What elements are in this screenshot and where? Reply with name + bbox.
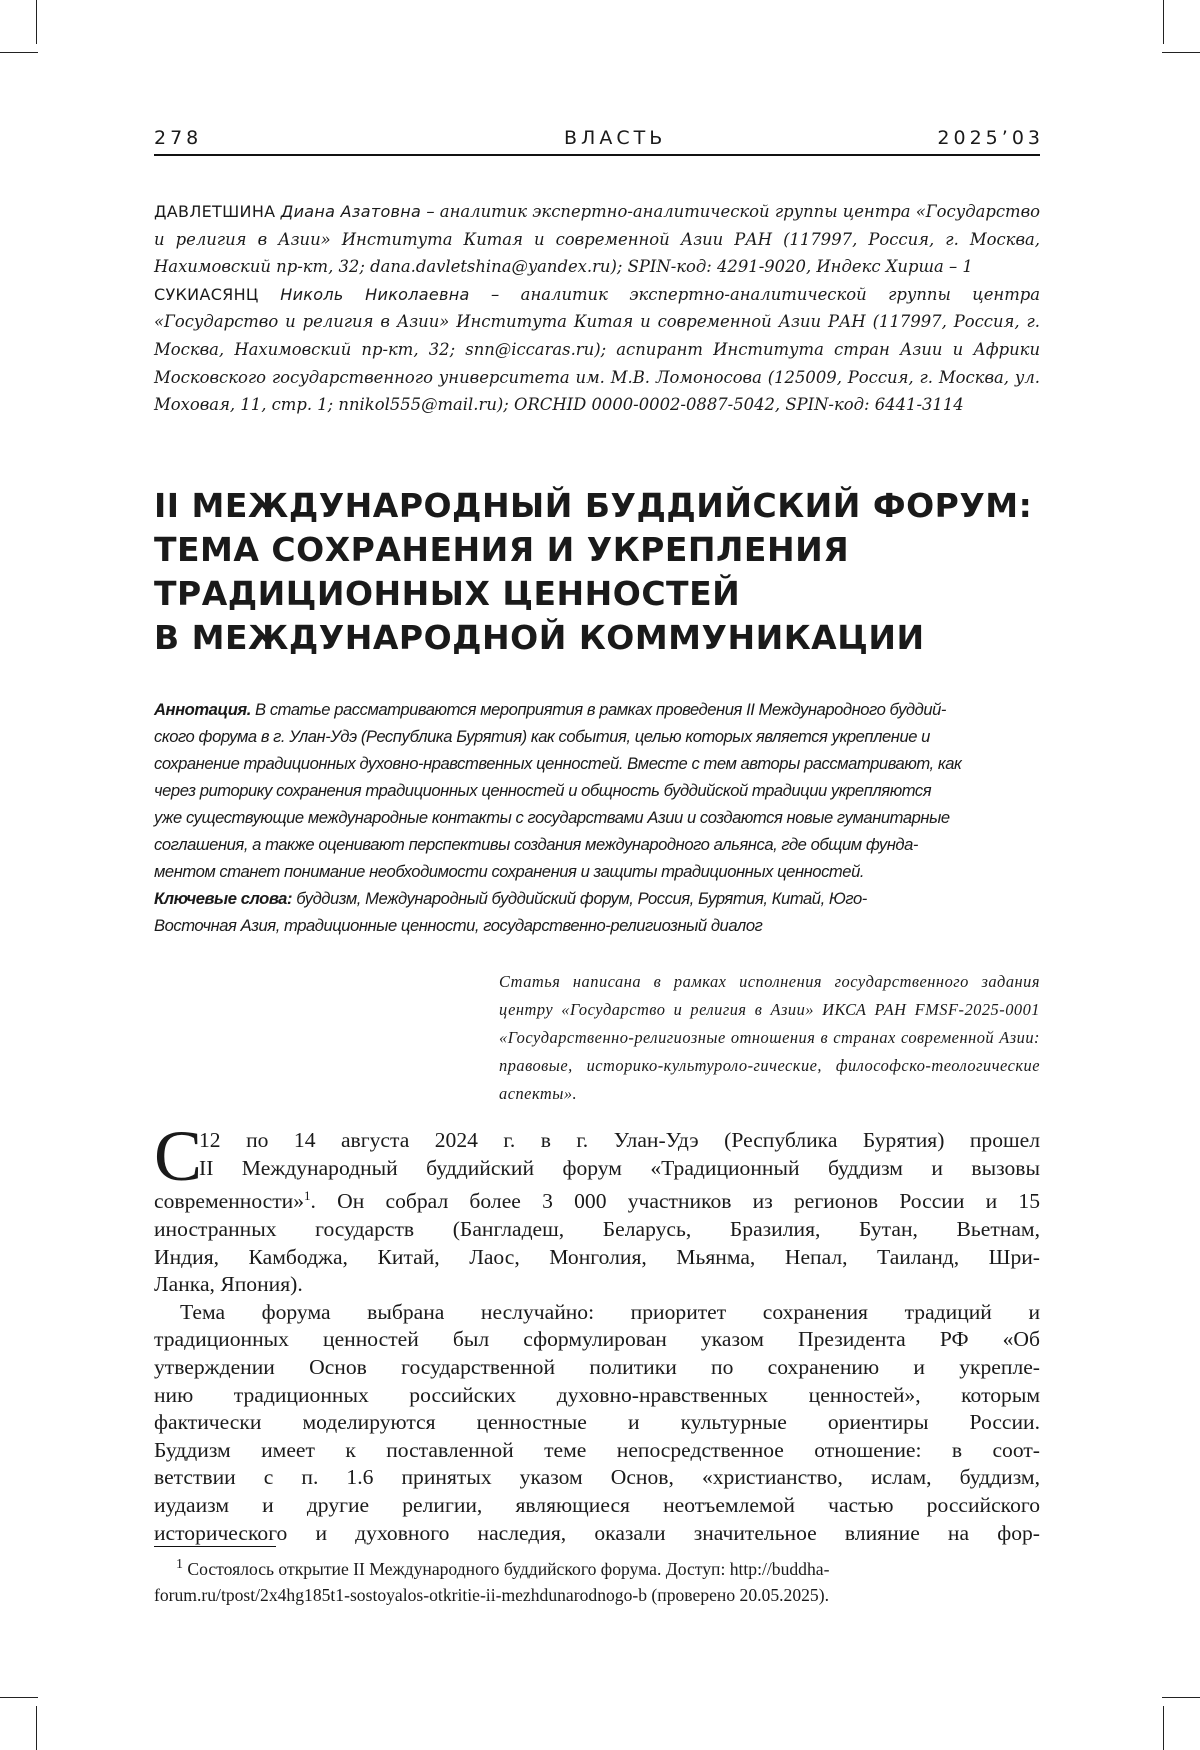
body-line: традиционных ценностей был сформулирован указом Президента РФ «Об (154, 1326, 1040, 1354)
keywords-line: Восточная Азия, традиционные ценности, государственно-религиозный диалог (154, 912, 1040, 939)
article-body (154, 1127, 1040, 1547)
abstract-label: Аннотация. (154, 700, 251, 719)
body-line: нию традиционных российских духовно-нравственных ценностей», которым (154, 1382, 1040, 1410)
author-affiliation: – аналитик экспертно-аналитической группы центра «Государство и религия в Азии» Института Китая и современной Азии РАН (117997, Россия, г. Москва, Нахимовский пр-кт, 32; dana.davletshina@yandex.ru); SPIN-код: 4291-9020, Индекс Хирша – 1 (154, 202, 1040, 276)
abstract-line: соглашения, а также оценивают перспективы создания международного альянса, где общим фунда- (154, 831, 1040, 858)
title-line: II МЕЖДУНАРОДНЫЙ БУДДИЙСКИЙ ФОРУМ: (154, 484, 1040, 528)
author-entry (154, 281, 1040, 419)
body-line: Ланка, Япония). (154, 1271, 1040, 1299)
footnote-line: 1 Состоялось открытие II Международного буддийского форума. Доступ: http://buddha- (154, 1552, 1040, 1582)
abstract-line: ского форума в г. Улан-Удэ (Республика Бурятия) как события, целью которых является укрепление и (154, 723, 1040, 750)
crop-mark (36, 1706, 37, 1750)
article-title (154, 484, 1040, 660)
footnote-ref[interactable]: 1 (304, 1188, 311, 1203)
crop-mark (1162, 1697, 1200, 1698)
keywords-line: Ключевые слова: буддизм, Международный буддийский форум, Россия, Бурятия, Китай, Юго- (154, 885, 1040, 912)
body-line: 12 по 14 августа 2024 г. в г. Улан-Удэ (Республика Бурятия) прошел (154, 1127, 1040, 1155)
body-line: Тема форума выбрана неслучайно: приоритет сохранения традиций и (154, 1299, 1040, 1327)
body-line: Буддизм имеет к поставленной теме непосредственное отношение: в соот- (154, 1437, 1040, 1465)
issue-number: 2025’03 (937, 127, 1044, 149)
abstract-line: ментом станет понимание необходимости сохранения и защиты традиционных ценностей. (154, 858, 1040, 885)
abstract-line: сохранение традиционных духовно-нравственных ценностей. Вместе с тем авторы рассматривают, как (154, 750, 1040, 777)
keywords-label: Ключевые слова: (154, 889, 292, 908)
body-line: современности»1. Он собрал более 3 000 участников из регионов России и 15 (154, 1182, 1040, 1216)
body-line: Индия, Камбоджа, Китай, Лаос, Монголия, Мьянма, Непал, Таиланд, Шри- (154, 1244, 1040, 1272)
body-line: фактически моделируются ценностные и культурные ориентиры России. (154, 1409, 1040, 1437)
body-line: утверждении Основ государственной политики по сохранению и укрепле- (154, 1354, 1040, 1382)
author-name: СУКИАСЯНЦ Николь Николаевна (154, 285, 470, 304)
crop-mark (0, 1697, 38, 1698)
footnote-mark: 1 (176, 1557, 183, 1572)
crop-mark (36, 0, 37, 44)
running-head (154, 127, 1040, 155)
title-line: ТЕМА СОХРАНЕНИЯ И УКРЕПЛЕНИЯ (154, 528, 1040, 572)
author-name: ДАВЛЕТШИНА Диана Азатовна (154, 202, 421, 221)
crop-mark (1162, 52, 1200, 53)
abstract (154, 696, 1040, 939)
title-line: ТРАДИЦИОННЫХ ЦЕННОСТЕЙ (154, 572, 1040, 616)
crop-mark (1163, 0, 1164, 44)
body-line: исторического и духовного наследия, оказали значительное влияние на фор- (154, 1520, 1040, 1548)
journal-title: ВЛАСТЬ (564, 127, 666, 149)
header-rule (154, 154, 1040, 156)
body-line: II Международный буддийский форум «Традиционный буддизм и вызовы (154, 1155, 1040, 1183)
crop-mark (0, 52, 38, 53)
author-affiliation: – аналитик экспертно-аналитической группы центра «Государство и религия в Азии» Института Китая и современной Азии РАН (117997, Россия, г. Москва, Нахимовский пр-кт, 32; snn@iccaras.ru); аспирант Института стран Азии и Африки Московского государственного университета им. М.В. Ломоносова (125009, Россия, г. Москва, ул. Моховая, 11, стр. 1; nnikol555@mail.ru); ORCHID 0000-0002-0887-5042, SPIN-код: 6441-3114 (154, 285, 1040, 414)
crop-mark (1163, 1706, 1164, 1750)
title-line: В МЕЖДУНАРОДНОЙ КОММУНИКАЦИИ (154, 616, 1040, 660)
body-line: иностранных государств (Бангладеш, Беларусь, Бразилия, Бутан, Вьетнам, (154, 1216, 1040, 1244)
abstract-line: Аннотация. В статье рассматриваются мероприятия в рамках проведения II Международного буддий- (154, 696, 1040, 723)
drop-cap: С (154, 1126, 202, 1186)
footnote (154, 1552, 1040, 1608)
body-line: ветствии с п. 1.6 принятых указом Основ, «христианство, ислам, буддизм, (154, 1464, 1040, 1492)
abstract-line: уже существующие международные контакты с государствами Азии и создаются новые гуманитарные (154, 804, 1040, 831)
body-line: иудаизм и другие религии, являющиеся неотъемлемой частью российского (154, 1492, 1040, 1520)
page-number: 278 (154, 127, 202, 149)
abstract-line: через риторику сохранения традиционных ценностей и общность буддийской традиции укрепляются (154, 777, 1040, 804)
footnote-line: forum.ru/tpost/2x4hg185t1-sostoyalos-otkritie-ii-mezhdunarodnogo-b (проверено 20.05.2025). (154, 1582, 1040, 1608)
footnote-rule (154, 1546, 276, 1547)
author-info (154, 198, 1040, 419)
funding-note: Статья написана в рамках исполнения государственного задания центру «Государство и религия в Азии» ИКСА РАН FMSF-2025-0001 «Государственно-религиозные отношения в странах современной Азии: правовые, историко-культуроло-гические, философско-теологические аспекты». (499, 968, 1040, 1108)
author-entry (154, 198, 1040, 281)
